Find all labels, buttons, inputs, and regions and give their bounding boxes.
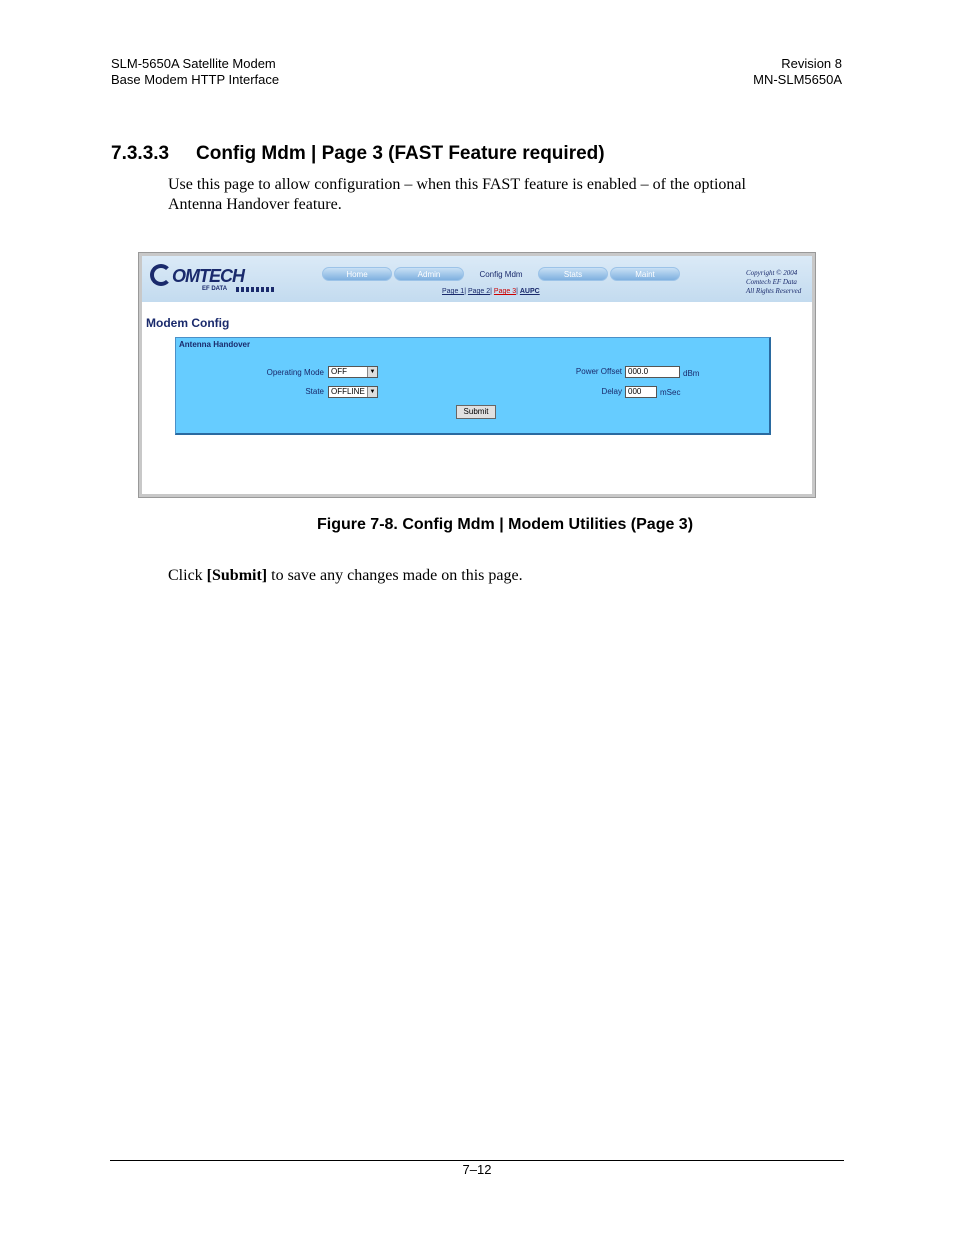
figure-screenshot <box>138 252 816 498</box>
subnav-page1[interactable]: Page 1 <box>442 288 465 295</box>
state-value: OFFLINE <box>331 387 365 396</box>
copyright-line-2: Comtech EF Data <box>746 278 797 286</box>
operating-mode-value: OFF <box>331 367 347 376</box>
logo-sub: EF DATA <box>202 286 228 292</box>
power-offset-label: Power Offset <box>575 367 622 376</box>
logo-bars <box>236 287 274 292</box>
delay-input[interactable]: 000 <box>625 386 657 398</box>
section-heading <box>111 143 605 165</box>
click-pre: Click <box>168 567 207 584</box>
tab-config-mdm[interactable]: Config Mdm <box>479 270 523 279</box>
tab-home[interactable]: Home <box>322 267 392 281</box>
page-number: 7–12 <box>462 1162 492 1177</box>
intro-line-1: Use this page to allow configuration – when this FAST feature is enabled – of the optional <box>168 176 746 193</box>
operating-mode-label: Operating Mode <box>266 368 324 377</box>
nav-tabs <box>322 267 682 281</box>
tab-stats[interactable]: Stats <box>538 267 608 281</box>
subnav-aupc[interactable]: AUPC <box>519 288 540 295</box>
delay-unit: mSec <box>660 388 681 397</box>
instruction-paragraph <box>168 566 523 586</box>
tab-admin[interactable]: Admin <box>394 267 464 281</box>
page-banner <box>142 256 812 302</box>
header-doc-number: MN-SLM5650A <box>753 72 842 87</box>
power-offset-input[interactable]: 000.0 <box>625 366 680 378</box>
logo-c-mark <box>150 264 172 286</box>
operating-mode-select[interactable] <box>328 366 378 378</box>
dropdown-arrow-icon: ▼ <box>367 367 377 377</box>
page-title: Modem Config <box>146 316 230 330</box>
section-title: Config Mdm | Page 3 (FAST Feature required) <box>196 143 605 164</box>
intro-paragraph <box>168 175 818 215</box>
delay-label: Delay <box>601 387 622 396</box>
subnav-page3[interactable]: Page 3 <box>493 288 517 295</box>
submit-button[interactable]: Submit <box>456 405 496 419</box>
footer-rule <box>110 1160 844 1161</box>
logo-word: OMTECH <box>172 266 244 286</box>
header-subtitle: Base Modem HTTP Interface <box>111 72 280 87</box>
subnav-page2[interactable]: Page 2 <box>467 288 491 295</box>
tab-maint[interactable]: Maint <box>610 267 680 281</box>
copyright <box>746 269 801 296</box>
subnav: Page 1| Page 2| Page 3| AUPC <box>442 288 540 295</box>
figure-caption: Figure 7-8. Config Mdm | Modem Utilities (Page 3) <box>316 516 694 533</box>
section-number: 7.3.3.3 <box>111 143 170 164</box>
state-select[interactable] <box>328 386 378 398</box>
antenna-handover-panel <box>175 337 771 435</box>
dropdown-arrow-icon: ▼ <box>367 387 377 397</box>
running-header-right <box>753 56 842 88</box>
comtech-logo <box>150 264 280 296</box>
copyright-line-1: Copyright © 2004 <box>746 269 798 277</box>
click-bold: [Submit] <box>206 567 268 584</box>
copyright-line-3: All Rights Reserved <box>746 287 802 295</box>
intro-line-2: Antenna Handover feature. <box>168 196 342 213</box>
web-page <box>142 256 812 494</box>
panel-title: Antenna Handover <box>179 340 251 349</box>
click-post: to save any changes made on this page. <box>267 567 523 584</box>
state-label: State <box>305 387 324 396</box>
running-header-left <box>111 56 279 88</box>
header-revision: Revision 8 <box>781 56 842 71</box>
power-offset-unit: dBm <box>683 369 700 378</box>
header-product: SLM-5650A Satellite Modem <box>111 56 276 71</box>
